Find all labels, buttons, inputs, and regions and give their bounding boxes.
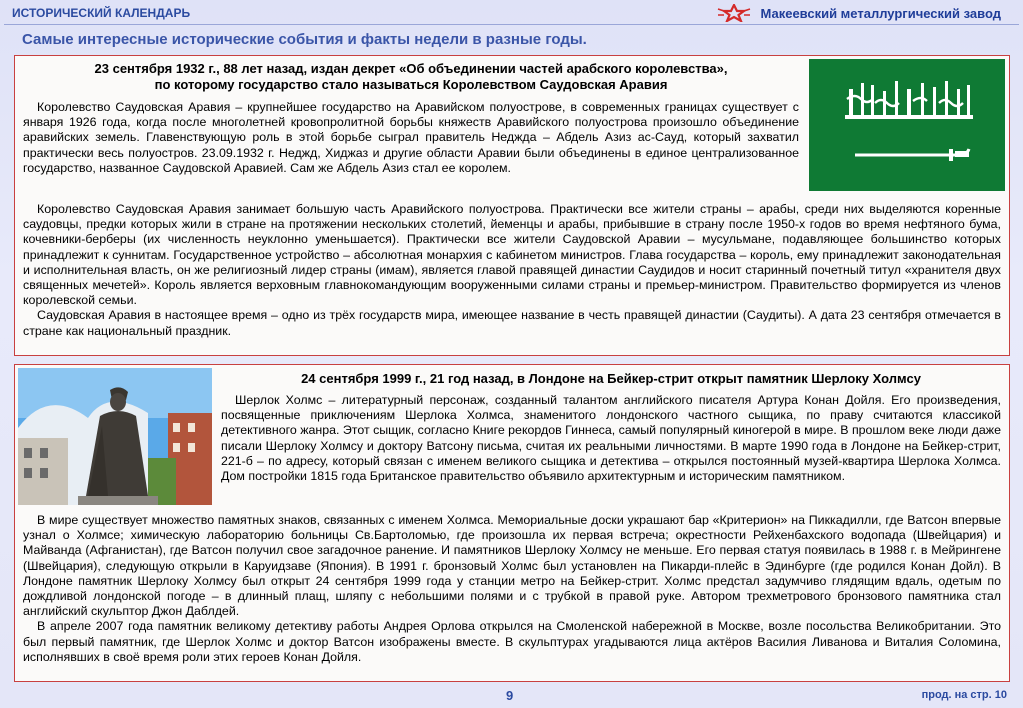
calendar-label: ИСТОРИЧЕСКИЙ КАЛЕНДАРЬ bbox=[12, 6, 191, 20]
article-sherlock-monument bbox=[14, 364, 1010, 682]
paragraph: Саудовская Аравия в настоящее время – одно из трёх государств мира, имеющее название в честь правящей династии (Саудиты). А дата 23 сентября отмечается в стране как национальный праздник. bbox=[23, 308, 1001, 338]
heading-line: по которому государство стало называться Королевством Саудовская Аравия bbox=[154, 77, 668, 92]
divider bbox=[4, 24, 1019, 25]
article2-body bbox=[221, 393, 1001, 484]
article2-heading: 24 сентября 1999 г., 21 год назад, в Лондоне на Бейкер-стрит открыт памятник Шерлоку Холмсу bbox=[301, 371, 921, 386]
article1-heading bbox=[23, 61, 799, 93]
paragraph: Королевство Саудовская Аравия занимает большую часть Аравийского полуострова. Практически все жители страны – арабы, среди них выделяются коренные саудовцы, предки которых жили в стране на протяжении нескольких столетий, йеменцы и арабы, прибывшие в страну после 1950-х годов во время нефтяного бума, кочевники-берберы (их численность неуклонно уменьшается). Практически все жители Саудовской Аравии – мусульмане, подавляющее большинство которых принадлежит к суннитам. Государственное устройство – абсолютная монархия с кабинетом министров. Глава государства – король, ему принадлежит законодательная и исполнительная власть, он же религиозный лидер страны (имам), является главой правящей династии Саудидов и носит старинный почетный титул «хранителя двух священных мечетей». Король является верховным главнокомандующим вооруженными силами страны и премьер-министром. Правительство формируется из членов королевской семьи. bbox=[23, 202, 1001, 308]
article2-body-cont bbox=[23, 513, 1001, 665]
article-saudi-arabia bbox=[14, 55, 1010, 356]
page-number: 9 bbox=[506, 688, 514, 703]
paragraph: В мире существует множество памятных знаков, связанных с именем Холмса. Мемориальные доски украшают бар «Критерион» на Пиккадилли, где Ватсон впервые узнал о Холмсе; химическую лабораторию больницы Св.Бартоломью, где произошла их первая встреча; окрестности Рейхенбахского водопада (Швейцария) и Майванда (Афганистан), где Ватсон получил свое загадочное ранение. И памятников Шерлоку Холмсу не меньше. Его первая статуя появилась в 1988 г. в Мейрингене (Швейцария), следующую открыли в Каруидзаве (Япония). В 1991 г. бронзовый Холмс был установлен на Пикарди-плейс в Эдинбурге (где родился Конан Дойл). В Лондоне памятник Шерлоку Холмсу был открыт 24 сентября 1999 года у станции метро на Бейкер-стрит. Холмс предстал задумчиво глядящим вдаль, одетым по дождливой лондонской погоде – в длинный плащ, шляпу с небольшими полями и с трубкой в правой руке. Автором трехметрового бронзового памятника стал английский скульптор Джон Даблдей. bbox=[23, 513, 1001, 619]
paragraph: Шерлок Холмс – литературный персонаж, созданный талантом английского писателя Артура Конан Дойля. Его произведения, посвященные приключениям Шерлока Холмса, знаменитого лондонского частного сыщика, по праву считаются классикой детективного жанра. Этот сыщик, согласно Книге рекордов Гиннеса, самый популярный киногерой в мире. В прошлом веке люди даже писали Шерлоку Холмсу и доктору Ватсону письма, считая их реальными личностями. В марте 1990 года в Лондоне на Бейкер-стрит, 221-б – по адресу, который связан с именем великого сыщика и детектива – открылся постоянный музей-квартира Шерлока Холмса. Дом постройки 1815 года Британское правительство объявило архитектурным и историческим памятником. bbox=[221, 393, 1001, 484]
top-bar bbox=[0, 0, 1023, 26]
brand-name: Макеевский металлургический завод bbox=[760, 5, 1001, 21]
statue-photo-icon bbox=[18, 368, 212, 505]
paragraph: В апреле 2007 года памятник великому детективу работы Андрея Орлова открылся на Смоленской набережной в Москве, возле посольства Великобритании. Это был первый памятник, где Шерлок Холмс и доктор Ватсон изображены вместе. В скульптурах угадываются лица актёров Василия Ливанова и Виталия Соломина, исполнявших в своё время роли этих героев Конан Дойля. bbox=[23, 619, 1001, 664]
brand bbox=[716, 4, 1001, 22]
page-subtitle: Самые интересные исторические события и факты недели в разные годы. bbox=[22, 31, 587, 48]
paragraph: Королевство Саудовская Аравия – крупнейшее государство на Аравийском полуострове, в современных границах существует с января 1926 года, когда после многолетней кровопролитной борьбы княжеств Аравийского полуострова произошло объединение аравийских земель. Главенствующую роль в этой борьбе сыграл правитель Неджда – Абдель Азиз ас-Сауд, который захватил практически весь полуостров. 23.09.1932 г. Неджд, Хиджаз и другие области Аравии были объединены в единое централизованное государство, названное Саудовской Аравией. Сам же Абдель Азиз стал ее королем. bbox=[23, 100, 799, 175]
sherlock-statue-photo bbox=[18, 368, 212, 505]
flag-emblem-icon bbox=[809, 59, 1005, 191]
saudi-flag-image bbox=[809, 59, 1005, 191]
heading-line: 23 сентября 1932 г., 88 лет назад, издан декрет «Об объединении частей арабского королевства», bbox=[94, 61, 728, 76]
article1-body bbox=[23, 100, 799, 176]
article1-body-cont bbox=[23, 202, 1001, 339]
continued-link[interactable]: прод. на стр. 10 bbox=[921, 689, 1007, 701]
star-logo-icon bbox=[716, 4, 752, 22]
